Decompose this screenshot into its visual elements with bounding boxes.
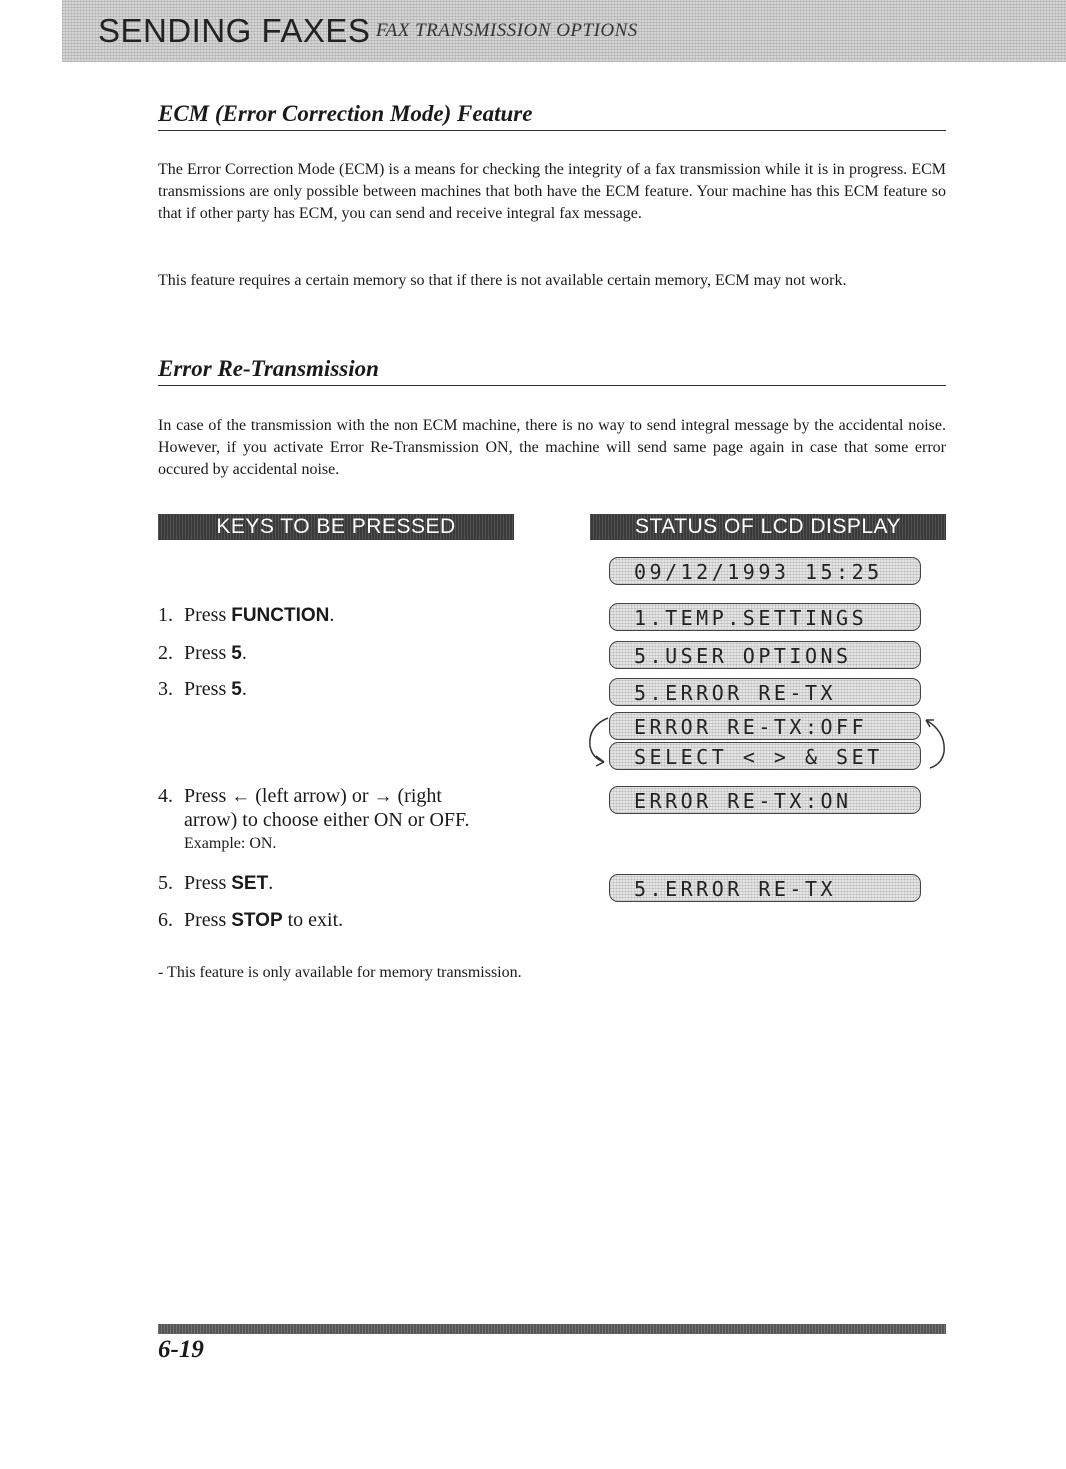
key-name: 5	[231, 679, 242, 700]
step-text: .	[241, 642, 247, 664]
keys-to-be-pressed-bar: KEYS TO BE PRESSED	[158, 514, 514, 540]
retransmission-paragraph: In case of the transmission with the non ECM machine, there is no way to send integral message by the accidental noise. However, if you activate Error Re-Transmission ON, the machine will send same page again in case that some error occured by accidental noise.	[158, 417, 946, 478]
step-2	[158, 641, 247, 666]
step-number: 6.	[158, 909, 173, 931]
step-number: 4.	[158, 785, 173, 807]
step-number: 3.	[158, 678, 173, 700]
status-of-lcd-display-bar: STATUS OF LCD DISPLAY	[590, 514, 946, 540]
step-text: Press	[184, 909, 232, 931]
step-number: 2.	[158, 642, 173, 664]
memory-transmission-note: - This feature is only available for memory transmission.	[158, 964, 522, 981]
step-text: Press	[184, 678, 232, 700]
step-text: Press	[184, 604, 232, 626]
step-text: .	[268, 872, 274, 894]
footer-band	[158, 1324, 946, 1334]
step-6	[158, 908, 343, 933]
step-4	[158, 784, 442, 809]
step-1	[158, 603, 334, 628]
lcd-user-options: 5.USER OPTIONS	[609, 641, 921, 669]
step-4-continuation: arrow) to choose either ON or OFF.	[184, 809, 470, 831]
step-number: 1.	[158, 604, 173, 626]
key-name: FUNCTION	[231, 605, 330, 626]
step-5	[158, 871, 273, 896]
lcd-error-re-tx: 5.ERROR RE-TX	[609, 678, 921, 706]
step-text: Press	[184, 785, 232, 807]
chapter-subtitle: FAX TRANSMISSION OPTIONS	[376, 20, 638, 41]
alternating-arrow-right-icon	[922, 712, 952, 774]
step-text: (left arrow) or	[250, 785, 374, 807]
section-heading-retransmission: Error Re-Transmission	[158, 356, 379, 381]
lcd-error-re-tx-final: 5.ERROR RE-TX	[609, 874, 921, 902]
section-rule	[158, 130, 946, 131]
step-text: Press	[184, 642, 232, 664]
step-text: to exit.	[282, 909, 344, 931]
step-text: .	[329, 604, 335, 626]
chapter-title: SENDING FAXES	[98, 12, 371, 49]
step-text: (right	[392, 785, 442, 807]
alternating-arrow-left-icon	[582, 712, 612, 774]
step-4-example: Example: ON.	[184, 835, 277, 852]
key-name: SET	[231, 873, 269, 894]
right-arrow-icon: →	[373, 786, 393, 807]
ecm-paragraph-2: This feature requires a certain memory so that if there is not available certain memory, ECM may not work.	[158, 272, 847, 289]
step-text: Press	[184, 872, 232, 894]
left-arrow-icon: ←	[231, 786, 251, 807]
step-number: 5.	[158, 872, 173, 894]
section-heading-ecm: ECM (Error Correction Mode) Feature	[158, 101, 533, 126]
lcd-temp-settings: 1.TEMP.SETTINGS	[609, 603, 921, 631]
section-rule	[158, 385, 946, 386]
ecm-paragraph-1: The Error Correction Mode (ECM) is a means for checking the integrity of a fax transmission while it is in progress. ECM transmissions are only possible between machines that both have the ECM feature. Your machine has this ECM feature so that if other party has ECM, you can send and receive integral fax message.	[158, 161, 946, 222]
key-name: STOP	[231, 910, 283, 931]
lcd-error-re-tx-off: ERROR RE-TX:OFF	[609, 712, 921, 740]
lcd-select-set: SELECT < > & SET	[609, 742, 921, 770]
step-text: .	[241, 678, 247, 700]
key-name: 5	[231, 643, 242, 664]
lcd-error-re-tx-on: ERROR RE-TX:ON	[609, 786, 921, 814]
step-3	[158, 677, 247, 702]
page-number: 6-19	[158, 1336, 204, 1363]
lcd-date-time: 09/12/1993 15:25	[609, 557, 921, 585]
